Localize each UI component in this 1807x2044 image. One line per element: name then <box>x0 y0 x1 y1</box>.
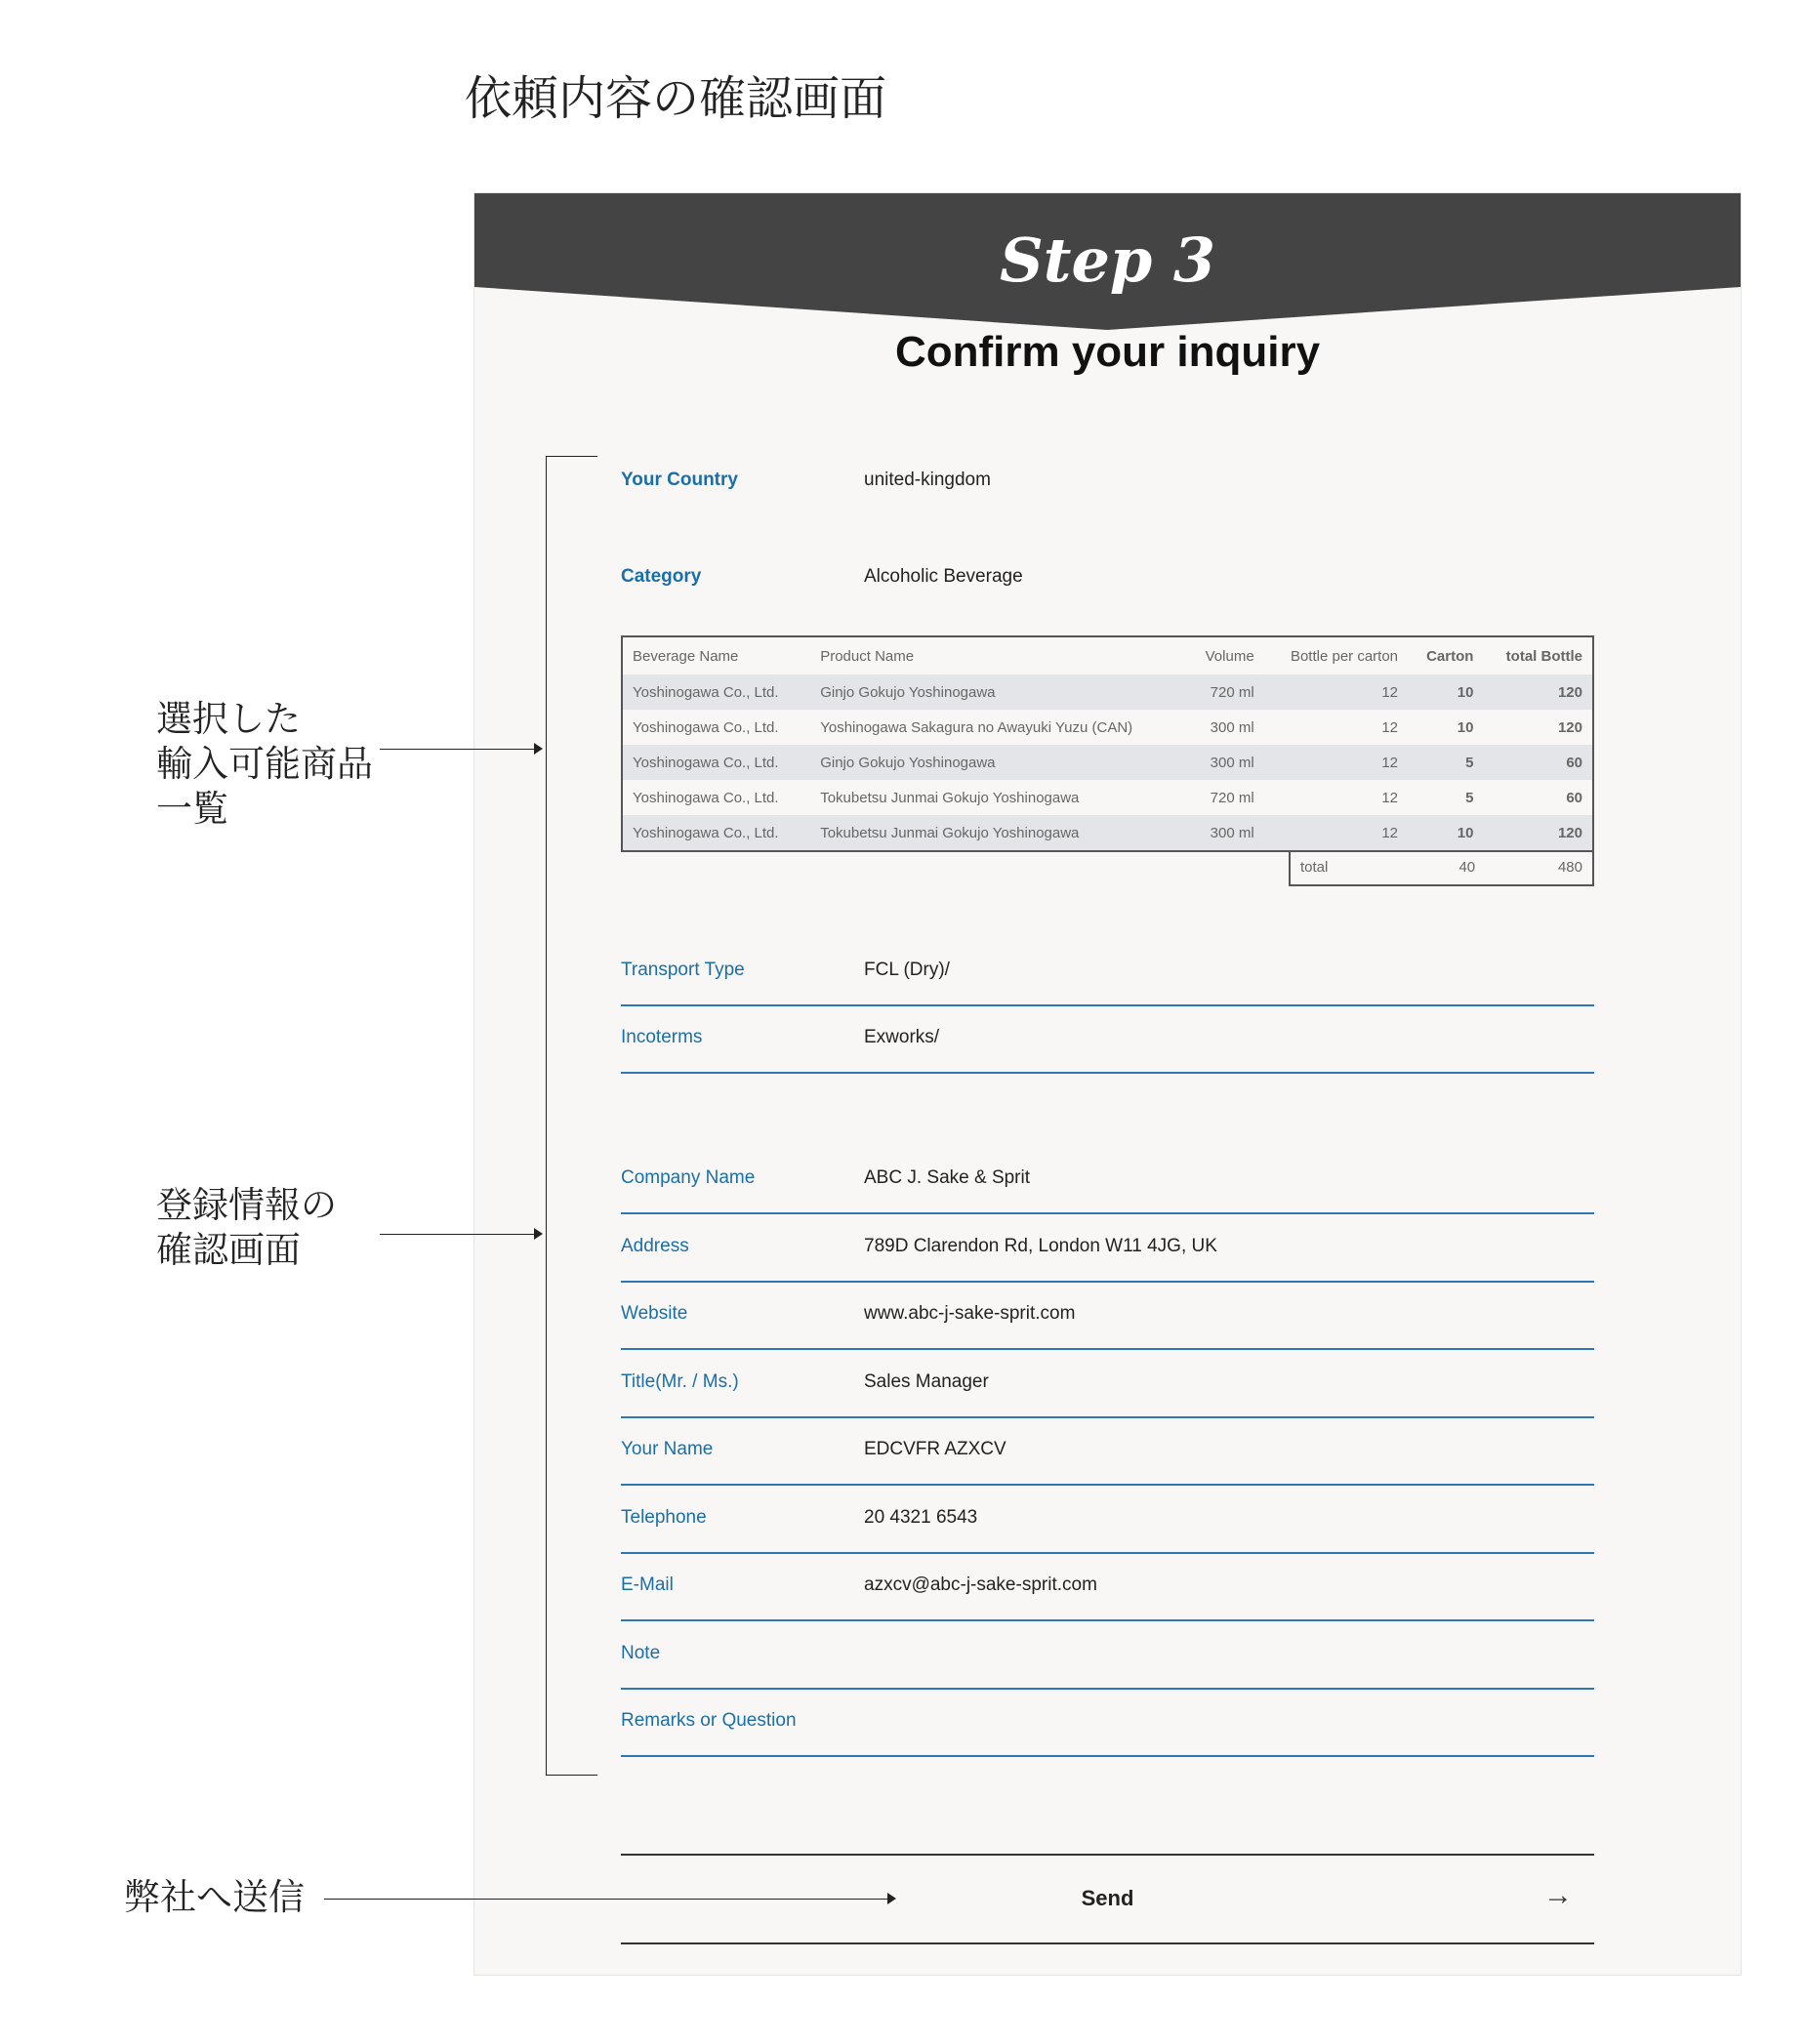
field-label: E-Mail <box>621 1574 674 1595</box>
table-cell: 12 <box>1264 675 1408 710</box>
field-row <box>621 1350 1594 1418</box>
total-carton: 40 <box>1458 859 1476 876</box>
step-label: Step 3 <box>1000 225 1215 296</box>
field-value: EDCVFR AZXCV <box>864 1439 1006 1459</box>
total-row <box>1289 850 1594 886</box>
confirm-heading: Confirm your inquiry <box>894 328 1321 376</box>
col-product: Product Name <box>820 647 915 665</box>
col-bottle-per-carton: Bottle per carton <box>1290 647 1399 665</box>
field-label: Company Name <box>621 1167 756 1188</box>
field-row <box>621 1689 1594 1757</box>
table-row <box>622 780 1593 815</box>
field-label: Address <box>621 1235 689 1256</box>
annotation-arrow-line <box>380 749 534 750</box>
table-row <box>622 815 1593 851</box>
field-value: azxcv@abc-j-sake-sprit.com <box>864 1574 1097 1595</box>
col-total-bottle: total Bottle <box>1505 647 1582 665</box>
table-cell: 120 <box>1557 718 1582 736</box>
field-label: Telephone <box>621 1506 707 1528</box>
field-label: Title(Mr. / Ms.) <box>621 1370 739 1392</box>
field-row <box>621 1282 1594 1350</box>
transport-type-value: FCL (Dry)/ <box>864 960 950 980</box>
table-cell: Yoshinogawa Co., Ltd. <box>622 745 810 780</box>
field-value: 20 4321 6543 <box>864 1506 978 1528</box>
table-cell: 720 ml <box>1210 789 1254 806</box>
field-row <box>621 1621 1594 1690</box>
annotation-arrow-line <box>380 1234 534 1235</box>
send-label: Send <box>1081 1886 1134 1910</box>
table-cell: Yoshinogawa Co., Ltd. <box>622 815 810 851</box>
table-cell: 300 ml <box>1186 815 1263 851</box>
field-label: Remarks or Question <box>621 1710 797 1731</box>
table-cell: Ginjo Gokujo Yoshinogawa <box>810 675 1186 710</box>
arrowhead-icon <box>534 743 543 755</box>
product-table <box>621 635 1594 852</box>
table-row <box>622 675 1593 710</box>
annotation-products: 選択した 輸入可能商品 一覧 <box>156 699 373 829</box>
page-title: 依頼内容の確認画面 <box>465 73 887 125</box>
transport-type-row <box>621 938 1594 1006</box>
table-cell: 12 <box>1381 718 1399 736</box>
arrow-right-icon: → <box>1543 1879 1573 1911</box>
country-label: Your Country <box>621 470 738 490</box>
field-label: Your Name <box>621 1439 714 1459</box>
table-cell: Tokubetsu Junmai Gokujo Yoshinogawa <box>810 815 1186 851</box>
bracket-divider <box>546 456 597 1776</box>
table-row <box>622 745 1593 780</box>
field-value: Sales Manager <box>864 1370 989 1392</box>
arrowhead-icon <box>534 1228 543 1240</box>
table-cell: Yoshinogawa Co., Ltd. <box>633 789 779 806</box>
table-cell: 12 <box>1264 745 1408 780</box>
incoterms-value: Exworks/ <box>864 1027 940 1047</box>
col-beverage: Beverage Name <box>633 647 739 665</box>
transport-type-label: Transport Type <box>621 960 745 980</box>
table-cell: 5 <box>1408 745 1483 780</box>
table-cell: 60 <box>1483 745 1593 780</box>
field-row <box>621 1553 1594 1621</box>
table-cell: 5 <box>1465 789 1474 806</box>
table-cell: Ginjo Gokujo Yoshinogawa <box>810 745 1186 780</box>
total-bottle: 480 <box>1557 859 1582 876</box>
table-cell: 300 ml <box>1210 718 1254 736</box>
table-cell: 12 <box>1381 789 1399 806</box>
annotation-registration: 登録情報の 確認画面 <box>156 1185 337 1270</box>
field-row <box>621 1417 1594 1486</box>
col-carton: Carton <box>1426 647 1474 665</box>
table-cell: 300 ml <box>1186 745 1263 780</box>
country-value: united-kingdom <box>864 470 991 490</box>
col-volume: Volume <box>1205 647 1254 665</box>
category-label: Category <box>621 566 702 587</box>
table-row <box>622 710 1593 745</box>
field-label: Website <box>621 1303 688 1324</box>
annotation-send: 弊社へ送信 <box>124 1877 305 1917</box>
field-label: Note <box>621 1642 661 1663</box>
category-value: Alcoholic Beverage <box>864 566 1023 587</box>
field-value: ABC J. Sake & Sprit <box>864 1167 1031 1188</box>
table-cell: 12 <box>1264 815 1408 851</box>
field-value: 789D Clarendon Rd, London W11 4JG, UK <box>864 1235 1217 1256</box>
table-cell: 60 <box>1566 789 1582 806</box>
table-cell: 720 ml <box>1186 675 1263 710</box>
table-cell: 10 <box>1408 815 1483 851</box>
field-row <box>621 1214 1594 1283</box>
field-row <box>621 1146 1594 1214</box>
table-cell: 120 <box>1483 675 1593 710</box>
field-value: www.abc-j-sake-sprit.com <box>864 1303 1076 1324</box>
table-cell: 10 <box>1408 675 1483 710</box>
annotation-arrow-line <box>324 1899 887 1900</box>
arrowhead-icon <box>887 1893 896 1904</box>
table-cell: Yoshinogawa Co., Ltd. <box>633 718 779 736</box>
table-cell: Yoshinogawa Co., Ltd. <box>622 675 810 710</box>
table-cell: Tokubetsu Junmai Gokujo Yoshinogawa <box>820 789 1080 806</box>
table-cell: 120 <box>1483 815 1593 851</box>
incoterms-label: Incoterms <box>621 1027 703 1047</box>
total-label: total <box>1300 859 1329 876</box>
incoterms-row <box>621 1005 1594 1074</box>
field-row <box>621 1486 1594 1554</box>
table-cell: Yoshinogawa Sakagura no Awayuki Yuzu (CAN) <box>820 718 1133 736</box>
table-cell: 10 <box>1457 718 1474 736</box>
